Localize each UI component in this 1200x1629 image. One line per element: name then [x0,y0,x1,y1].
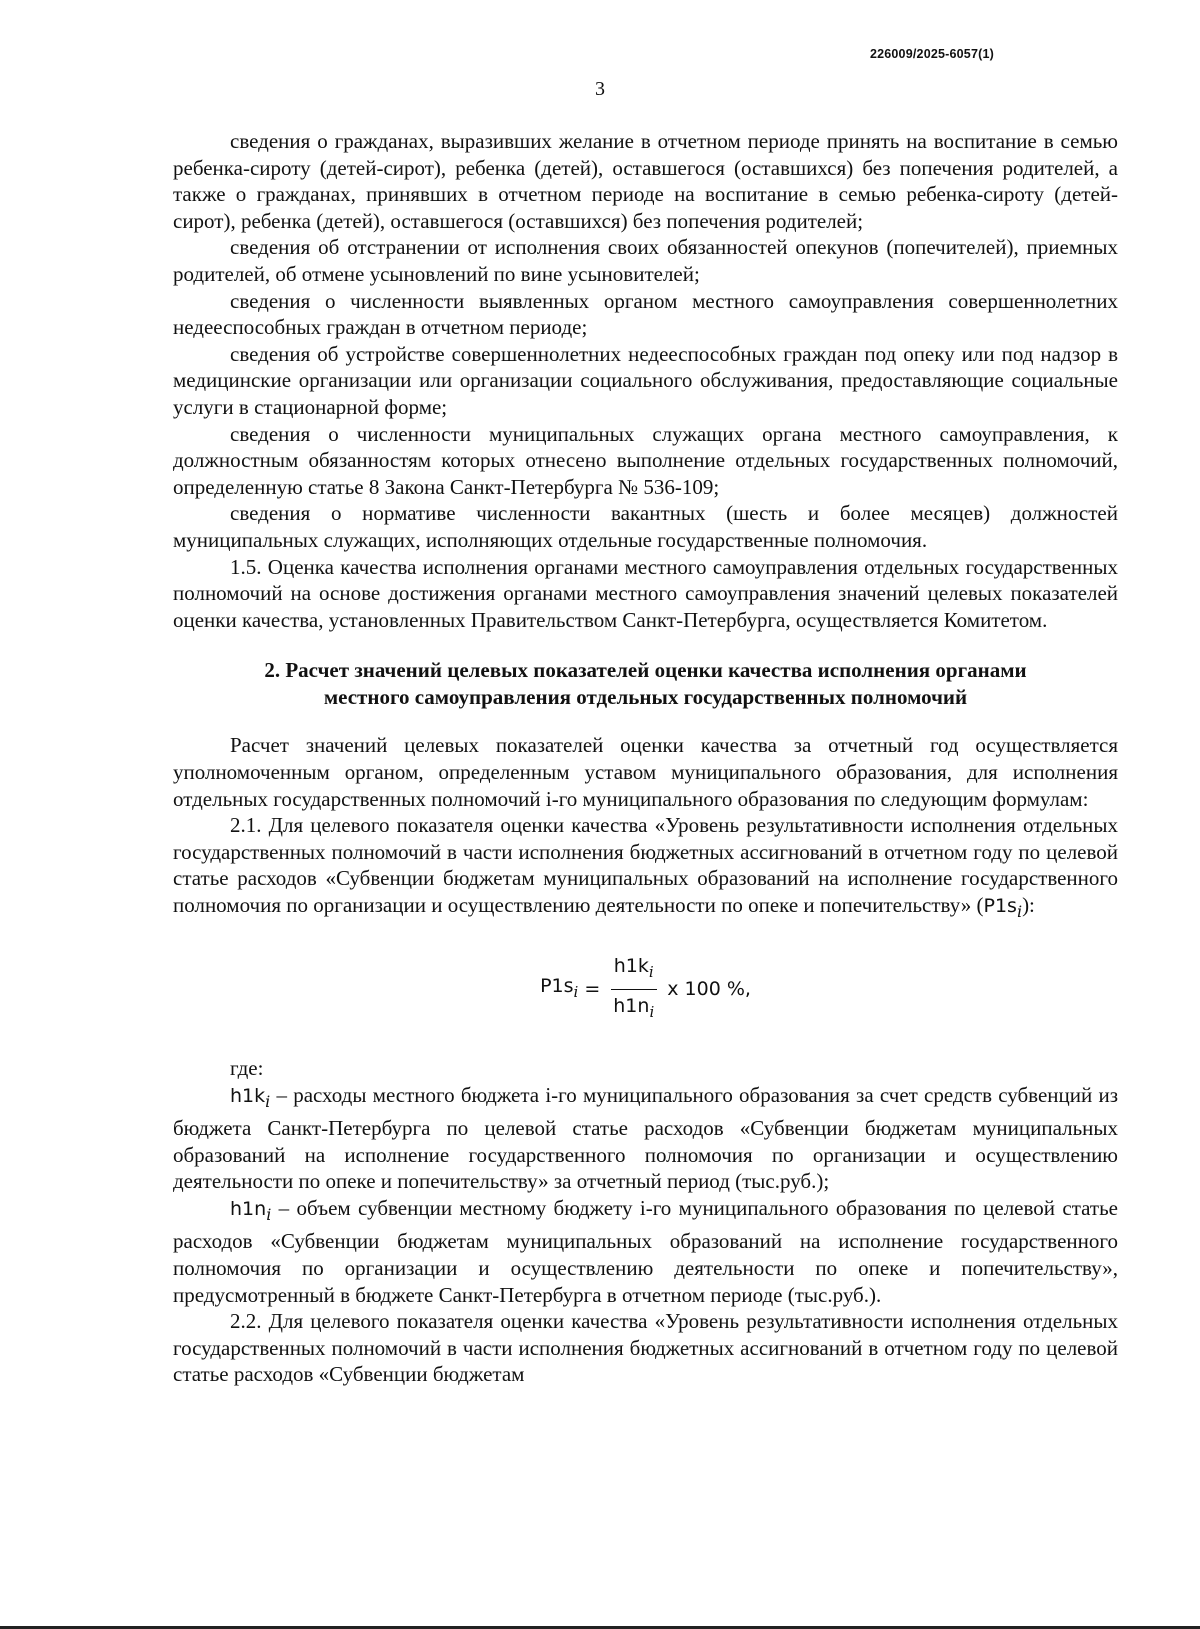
section-intro: Расчет значений целевых показателей оценки качества за отчетный год осуществляется уполномоченным органом, определенным уставом муниципального образования, для исполнения отдельных государственных полномочий i-го муниципального образования по следующим формулам: [173,733,1118,811]
definition-symbol: $h1n_i$ [230,1197,272,1224]
paragraph: сведения о численности муниципальных служащих органа местного самоуправления, к должностным обязанностям которых отнесено выполнение отдельных государственных полномочий, определенную статье 8 Закона Санкт-Петербурга № 536-109; [173,421,1118,499]
definition-h1k: $h1k_i$ – расходы местного бюджета i-го муниципального образования за счет средств субвенций из бюджета Санкт-Петербурга по целевой статье расходов «Субвенции бюджетам муниципальных образований на исполнение государственного полномочия по организации и осуществлению деятельности по опеке и попечительству» за отчетный период (тыс.руб.); [173,1082,1118,1194]
formula-numerator: $h1k_i$ [611,953,657,989]
paragraph-2-1-text: 2.1. Для целевого показателя оценки качества «Уровень результативности исполнения отдельных государственных полномочий в части исполнения бюджетных ассигнований в отчетном году по целевой статье расходов «Субвенции бюджетам муниципальных образований на исполнение государственного полномочия по организации и осуществлению деятельности по опеке и попечительству» ( [173,813,1118,918]
paragraph-1-5: 1.5. Оценка качества исполнения органами местного самоуправления отдельных государственных полномочий на основе достижения органами местного самоуправления значений целевых показателей оценки качества, установленных Правительством Санкт-Петербурга, осуществляется Комитетом. [173,554,1118,632]
document-body [173,128,1118,1388]
formula-equals: = [584,978,601,1001]
paragraph: сведения об устройстве совершеннолетних недееспособных граждан под опеку или под надзор в медицинские организации или организации социального обслуживания, предоставляющие социальные услуги в стационарной форме; [173,341,1118,419]
definition-symbol: $h1k_i$ [230,1084,271,1111]
section-heading-line: 2. Расчет значений целевых показателей оценки качества исполнения органами [264,658,1027,683]
section-heading [173,657,1118,710]
formula-tail: x 100 %, [667,978,751,1001]
definition-h1n: $h1n_i$ – объем субвенции местному бюджету i-го муниципального образования по целевой статье расходов «Субвенции бюджетам муниципальных образований на исполнение государственного полномочия по организации и осуществлению деятельности по опеке и попечительству», предусмотренный в бюджете Санкт-Петербурга в отчетном периоде (тыс.руб.). [173,1195,1118,1307]
paragraph: сведения о нормативе численности вакантных (шесть и более месяцев) должностей муниципальных служащих, исполняющих отдельные государственные полномочия. [173,501,1118,552]
section-heading-line: местного самоуправления отдельных государственных полномочий [323,684,968,709]
paragraph: сведения о численности выявленных органом местного самоуправления совершеннолетних недееспособных граждан в отчетном периоде; [173,288,1118,340]
document-number: 226009/2025-6057(1) [869,47,994,61]
formula-fraction [610,953,657,1025]
paragraph-2-1: 2.1. Для целевого показателя оценки качества «Уровень результативности исполнения отдельных государственных полномочий в части исполнения бюджетных ассигнований в отчетном году по целевой статье расходов «Субвенции бюджетам муниципальных образований на исполнение государственного полномочия по организации и осуществлению деятельности по опеке и попечительству» $(P1s_i)$: [173,813,1118,921]
formula-lhs: $P1s_i$ [540,975,579,1001]
paragraph: сведения об отстранении от исполнения своих обязанностей опекунов (попечителей), приемных родителей, об отмене усыновлений по вине усыновителей; [173,235,1118,286]
formula [173,953,1118,1025]
paragraph: сведения о гражданах, выразивших желание в отчетном периоде принять на воспитание в семью ребенка-сироту (детей-сирот), ребенка (детей), оставшегося (оставшихся) без попечения родителей, а также о гражданах, принявших в отчетном периоде на воспитание в семью ребенка-сироту (детей-сирот), ребенка (детей), оставшегося (оставшихся) без попечения родителей; [173,129,1118,233]
formula-denominator: $h1n_i$ [613,994,655,1021]
page-number: 3 [595,78,605,100]
paragraph-2-2: 2.2. Для целевого показателя оценки качества «Уровень результативности исполнения отдельных государственных полномочий в части исполнения бюджетных ассигнований в отчетном году по целевой статье расходов «Субвенции бюджетам [173,1309,1118,1387]
where-label: где: [230,1056,264,1081]
formula-symbol: $P1s_i$ [983,895,1023,921]
